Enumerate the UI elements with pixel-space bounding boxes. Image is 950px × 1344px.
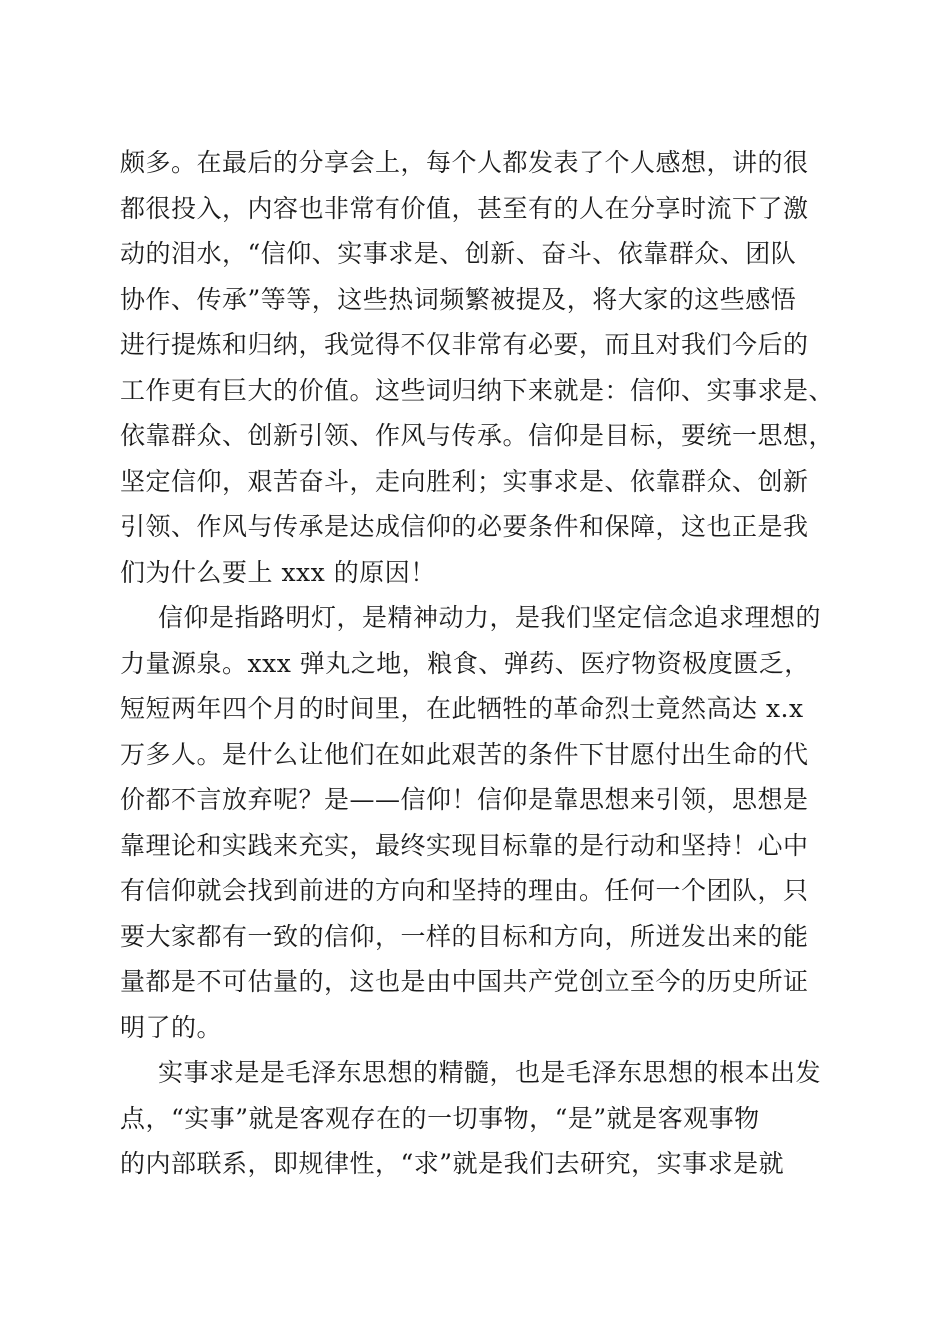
text-line: 力量源泉。xxx 弹丸之地，粮食、弹药、医疗物资极度匮乏， xyxy=(120,648,810,678)
text-line: 坚定信仰，艰苦奋斗，走向胜利；实事求是、依靠群众、创新 xyxy=(120,466,809,496)
text-line: 万多人。是什么让他们在如此艰苦的条件下甘愿付出生命的代 xyxy=(120,739,809,769)
paragraph-3 xyxy=(120,1050,840,1187)
text-line: 靠理论和实践来充实，最终实现目标靠的是行动和坚持！心中 xyxy=(120,830,809,860)
text-line: 实事求是是毛泽东思想的精髓，也是毛泽东思想的根本出发 xyxy=(158,1058,822,1087)
text-line: 依靠群众、创新引领、作风与传承。信仰是目标，要统一思想， xyxy=(120,421,835,450)
text-line: 都很投入，内容也非常有价值，甚至有的人在分享时流下了激 xyxy=(120,193,809,223)
text-line: 引领、作风与传承是达成信仰的必要条件和保障，这也正是我 xyxy=(120,512,809,541)
text-line: 点，“实事”就是客观存在的一切事物，“是”就是客观事物 xyxy=(120,1103,760,1133)
text-line: 有信仰就会找到前进的方向和坚持的理由。任何一个团队，只 xyxy=(120,876,809,905)
text-line: 量都是不可估量的，这也是由中国共产党创立至今的历史所证 xyxy=(120,967,809,996)
text-line: 进行提炼和归纳，我觉得不仅非常有必要，而且对我们今后的 xyxy=(120,330,809,359)
text-line: 动的泪水，“信仰、实事求是、创新、奋斗、依靠群众、团队 xyxy=(120,239,797,268)
document-body xyxy=(120,140,840,1187)
text-line: 要大家都有一致的信仰，一样的目标和方向，所迸发出来的能 xyxy=(120,921,809,951)
text-line: 明了的。 xyxy=(120,1012,223,1042)
text-line: 协作、传承”等等，这些热词频繁被提及，将大家的这些感悟 xyxy=(120,284,797,314)
text-line: 颇多。在最后的分享会上，每个人都发表了个人感想，讲的很 xyxy=(120,148,809,177)
paragraph-2 xyxy=(120,595,840,1050)
text-line: 短短两年四个月的时间里，在此牺牲的革命烈士竟然高达 x.x xyxy=(120,694,804,723)
text-line: 的内部联系，即规律性，“求”就是我们去研究，实事求是就 xyxy=(120,1149,785,1178)
paragraph-1 xyxy=(120,140,840,595)
text-line: 工作更有巨大的价值。这些词归纳下来就是：信仰、实事求是、 xyxy=(120,375,835,405)
text-line: 价都不言放弃呢？是——信仰！信仰是靠思想来引领，思想是 xyxy=(120,785,809,814)
text-line: 信仰是指路明灯，是精神动力，是我们坚定信念追求理想的 xyxy=(158,603,822,632)
text-line: 们为什么要上 xxx 的原因！ xyxy=(120,557,436,587)
